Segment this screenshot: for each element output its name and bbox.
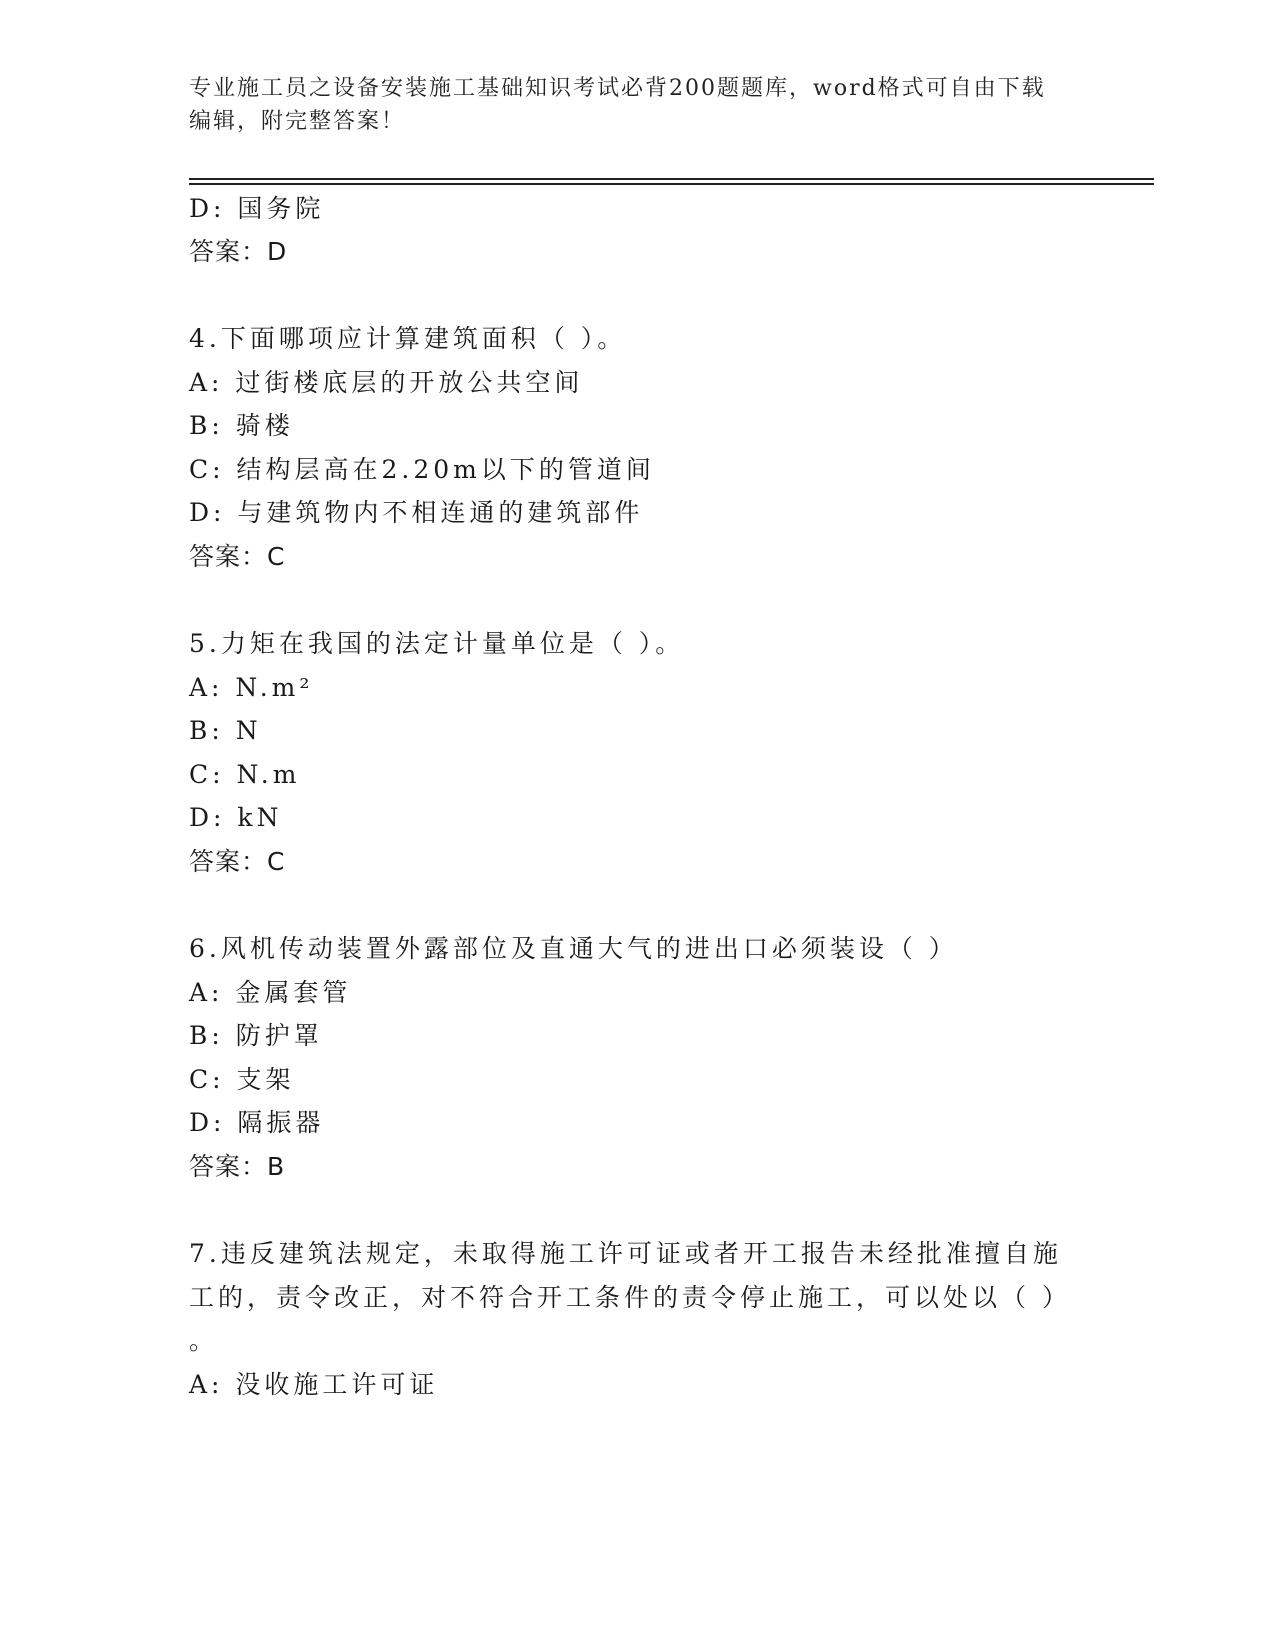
q5-answer: 答案：C xyxy=(189,847,286,876)
header-divider-top xyxy=(189,178,1154,180)
q5-option-c: C: N.m xyxy=(189,760,301,789)
q7-option-a: A: 没收施工许可证 xyxy=(189,1370,439,1399)
q6-option-d: D: 隔振器 xyxy=(189,1108,325,1137)
q6-answer: 答案：B xyxy=(189,1152,286,1181)
q3-answer: 答案：D xyxy=(189,237,288,266)
q6-option-b: B: 防护罩 xyxy=(189,1021,323,1050)
q3-option-d: D: 国务院 xyxy=(189,194,325,223)
q4-option-d: D: 与建筑物内不相连通的建筑部件 xyxy=(189,498,644,527)
q6-stem: 6.风机传动装置外露部位及直通大气的进出口必须装设（ ） xyxy=(189,934,958,963)
q4-answer: 答案：C xyxy=(189,542,286,571)
document-header xyxy=(189,72,1089,138)
q6-option-a: A: 金属套管 xyxy=(189,978,352,1007)
q7-stem-line-2: 工的，责令改正，对不符合开工条件的责令停止施工，可以处以（ ） xyxy=(189,1283,1071,1312)
q7-stem-line-1: 7.违反建筑法规定，未取得施工许可证或者开工报告未经批准擅自施 xyxy=(189,1239,1062,1268)
header-line-1: 专业施工员之设备安装施工基础知识考试必背200题题库，word格式可自由下载 xyxy=(189,76,1046,101)
q6-option-c: C: 支架 xyxy=(189,1065,295,1094)
q4-option-c: C: 结构层高在2.20m以下的管道间 xyxy=(189,455,655,484)
header-line-2: 编辑，附完整答案！ xyxy=(189,109,406,134)
q5-stem: 5.力矩在我国的法定计量单位是（ ）。 xyxy=(189,629,685,658)
header-divider-bottom xyxy=(189,183,1154,185)
q5-option-b: B: N xyxy=(189,716,262,745)
q7-stem-line-3: 。 xyxy=(189,1326,219,1355)
q5-option-a: A: N.m² xyxy=(189,673,314,702)
q4-stem: 4.下面哪项应计算建筑面积（ ）。 xyxy=(189,324,627,353)
q4-option-a: A: 过街楼底层的开放公共空间 xyxy=(189,368,584,397)
q5-option-d: D: kN xyxy=(189,803,283,832)
q4-option-b: B: 骑楼 xyxy=(189,411,294,440)
